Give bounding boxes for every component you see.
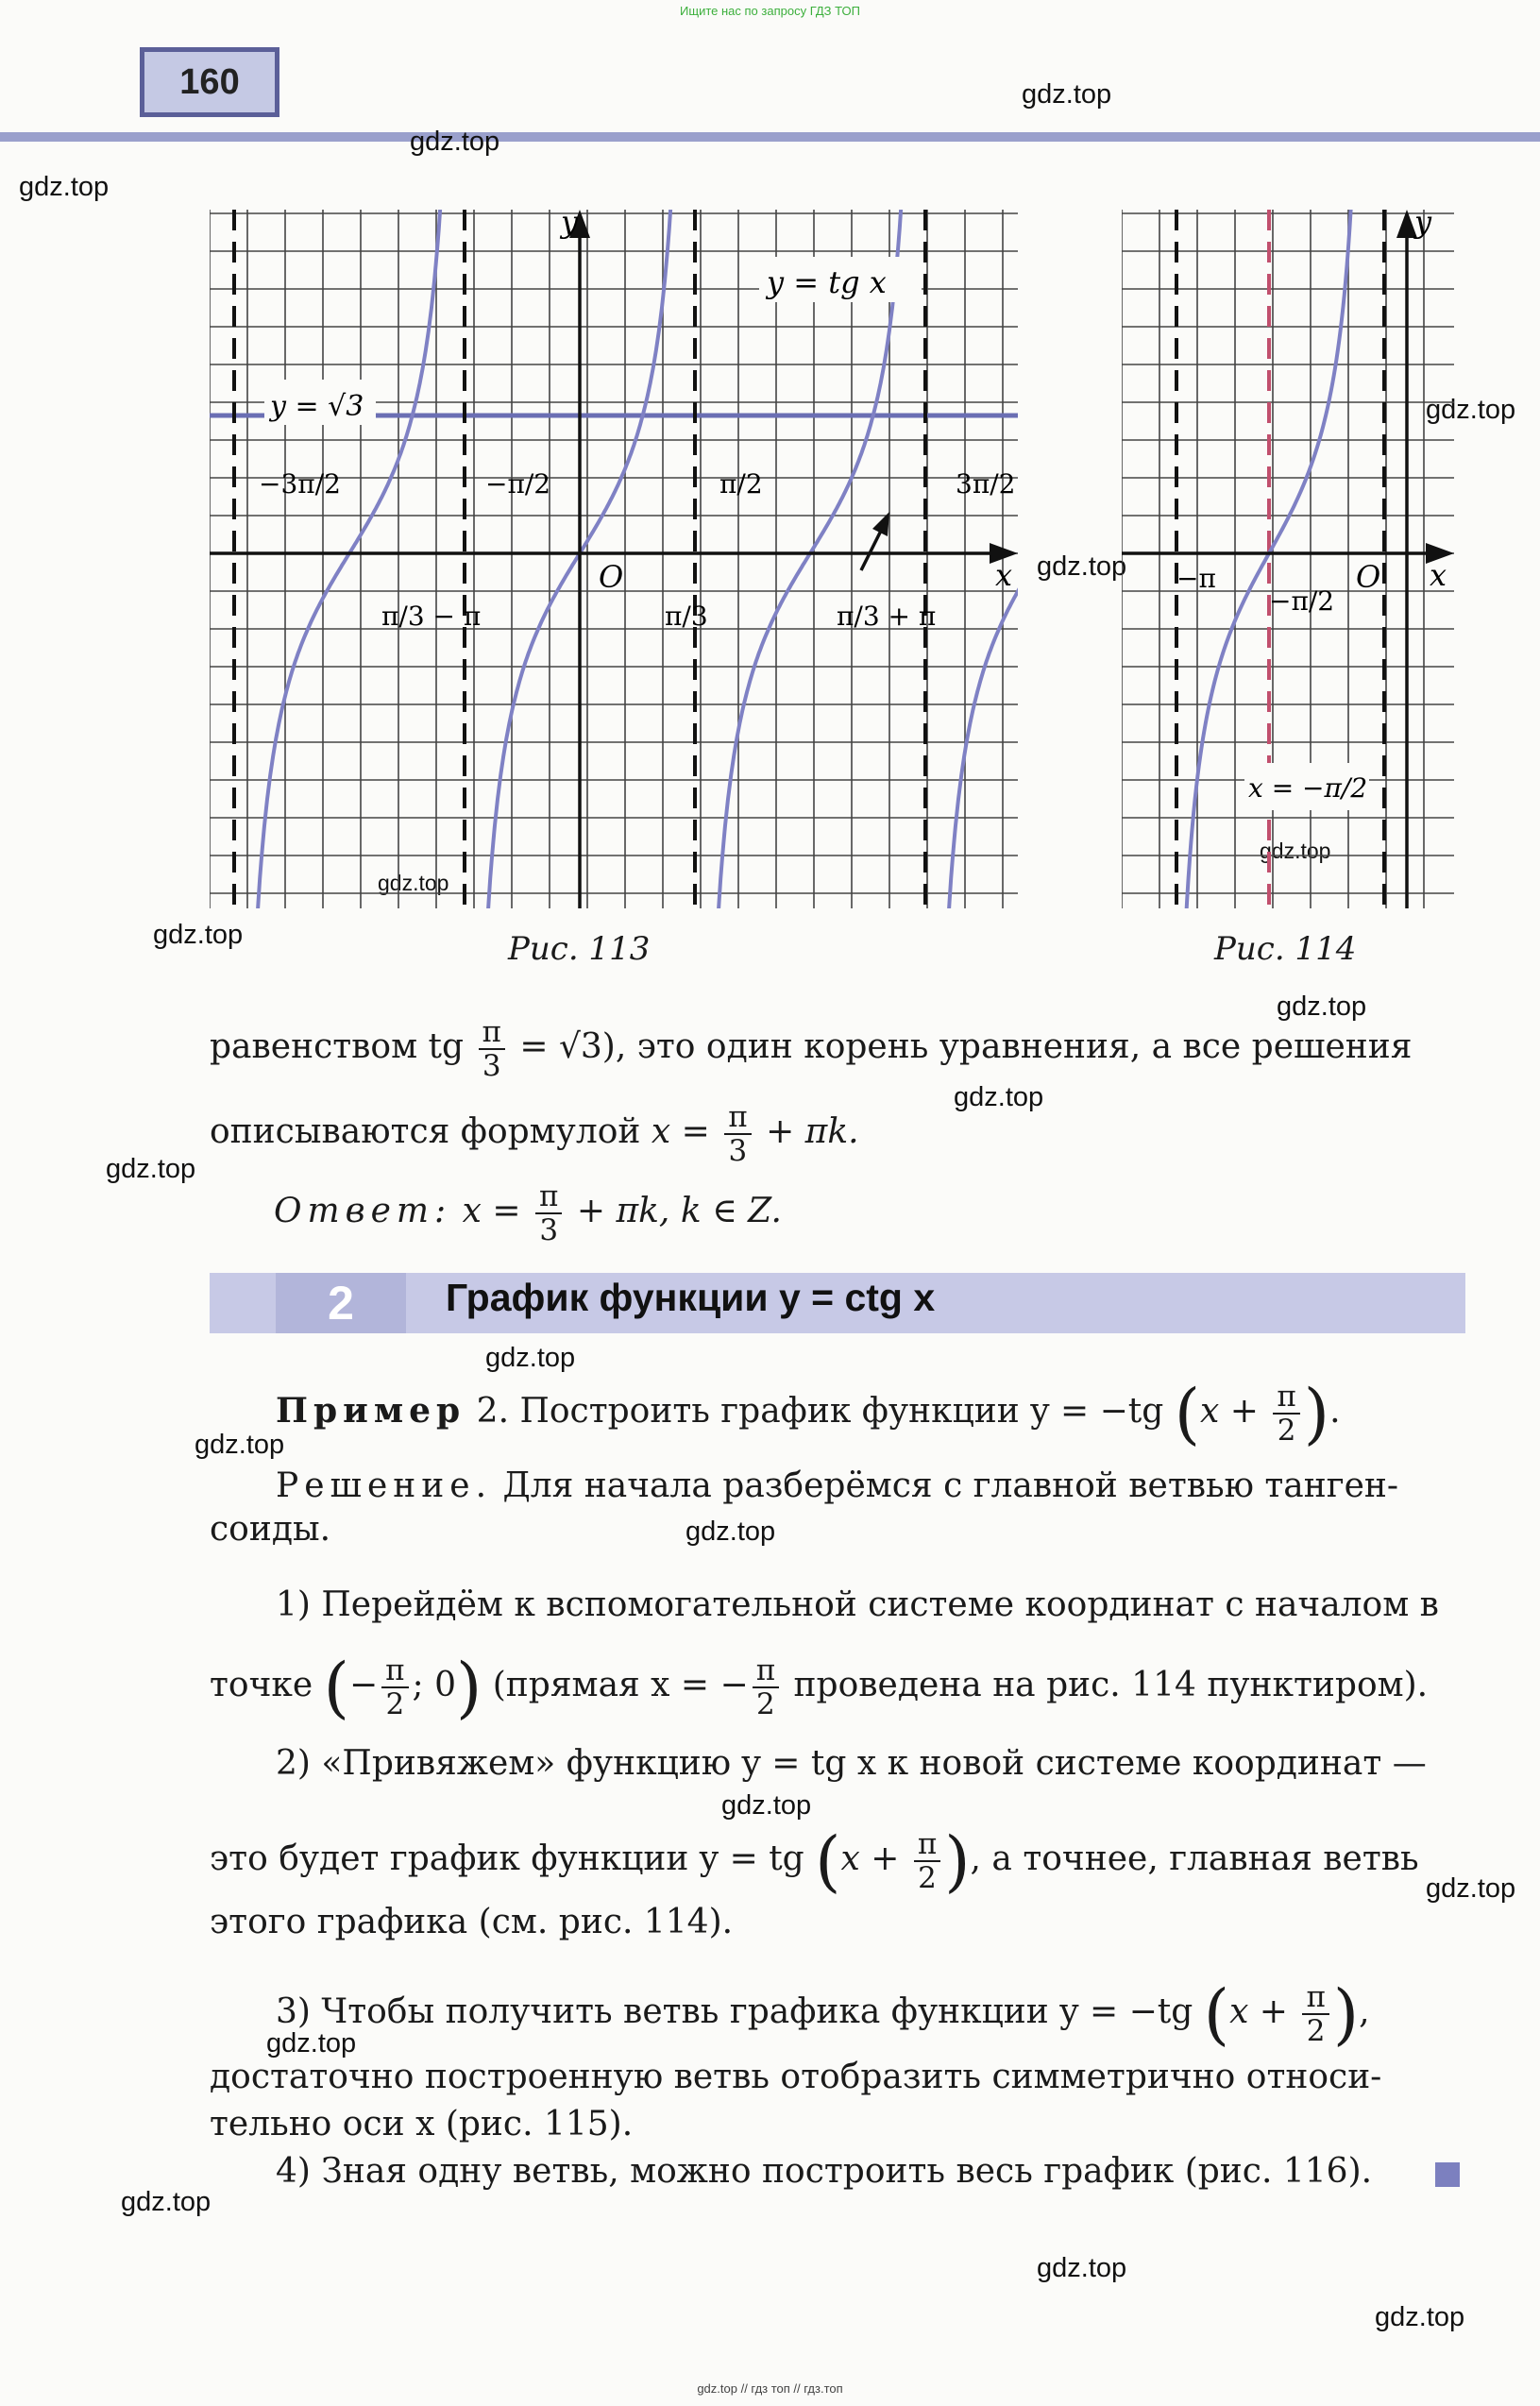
page-number: 160 [140,47,279,117]
label-origin: O [599,559,624,595]
label-mpi: −π [1176,563,1216,594]
step-1a: 1) Перейдём к вспомогательной системе координат с началом в [276,1585,1439,1624]
step-4: 4) Зная одну ветвь, можно построить весь график (рис. 116). [276,2152,1373,2191]
watermark: gdz.top [106,1154,196,1184]
section-title: График функции y = ctg x [446,1276,936,1319]
step-3a: 3) Чтобы получить ветвь графика функции y = −tg (x + $\frac{\pi}{2}$ ), [276,1975,1370,2053]
label-y: y [1414,210,1432,240]
watermark: gdz.top [1022,79,1112,110]
watermark: gdz.top [1426,395,1516,425]
watermark: gdz.top [153,920,244,950]
label-x: x [1430,557,1447,593]
bottom-note: gdz.top // гдз топ // гдз.топ [697,2381,843,2396]
watermark: gdz.top [721,1790,812,1821]
label-mpi2: −π/2 [485,468,551,500]
step-2a: 2) «Привяжем» функцию y = tg x к новой системе координат — [276,1744,1427,1783]
watermark: gdz.top [195,1430,285,1460]
watermark: gdz.top [1375,2302,1465,2332]
label-pi3-plus-pi: π/3 + π [837,601,937,632]
step-2c: этого графика (см. рис. 114). [210,1903,734,1941]
figure-114 [1122,210,1454,908]
watermark: gdz.top [1426,1873,1516,1904]
top-note: Ищите нас по запросу ГДЗ ТОП [680,4,860,18]
watermark: gdz.top [954,1082,1044,1112]
figure-113 [210,210,1018,908]
watermark: gdz.top [1037,551,1127,582]
watermark: gdz.top [19,172,110,202]
watermark: gdz.top [685,1516,776,1547]
label-pi2: π/2 [719,468,763,500]
label-3pi2: 3π/2 [956,468,1016,500]
watermark: gdz.top [378,871,449,895]
label-origin: O [1356,559,1381,595]
label-m3pi2: −3π/2 [259,468,341,500]
label-pi3: π/3 [665,601,708,632]
answer: Ответ: x = $\frac{\pi}{3}$ + πk, k ∈ Z. [274,1179,782,1247]
paragraph-1: равенством tg $\frac{\pi}{3}$ = √3), это один корень уравнения, а все решения [210,1015,1413,1083]
figure-113-caption: Рис. 113 [508,930,651,968]
watermark: gdz.top [1260,839,1331,863]
watermark: gdz.top [1037,2253,1127,2283]
label-pi3-minus-pi: π/3 − π [381,601,482,632]
step-3c: тельно оси x (рис. 115). [210,2105,634,2143]
end-of-proof-mark [1435,2162,1460,2187]
label-mpi2: −π/2 [1269,585,1335,617]
header-band [0,132,1540,142]
watermark: gdz.top [485,1343,576,1373]
solution-line: Решение. Для начала разберёмся с главной ветвью танген- [276,1466,1399,1505]
label-asymptote: x = −π/2 [1248,772,1368,804]
watermark: gdz.top [1277,991,1367,1022]
tangent-curves [257,210,1018,908]
section-number: 2 [276,1273,406,1333]
solution-line-2: соиды. [210,1510,331,1549]
label-curve: y = tg x [767,264,887,300]
step-3b: достаточно построенную ветвь отобразить симметрично относи- [210,2058,1382,2096]
paragraph-2: описываются формулой x = $\frac{\pi}{3}$ + πk. [210,1100,859,1168]
label-x: x [995,557,1013,593]
watermark: gdz.top [121,2187,212,2217]
watermark: gdz.top [410,127,500,157]
step-2b: это будет график функции y = tg (x + $\frac{\pi}{2}$ ), а точнее, главная ветвь [210,1822,1419,1900]
example-2: Пример 2. Построить график функции y = −tg (x + $\frac{\pi}{2}$ ). [276,1375,1341,1452]
figure-114-caption: Рис. 114 [1214,930,1357,968]
step-1b: точке (− $\frac{\pi}{2}$ ; 0) (прямая x = − $\frac{\pi}{2}$ проведена на рис. 114 пунктиром). [210,1649,1429,1726]
watermark: gdz.top [266,2028,357,2059]
label-y: y [561,210,579,240]
label-y-sqrt3: y = √3 [270,390,364,423]
